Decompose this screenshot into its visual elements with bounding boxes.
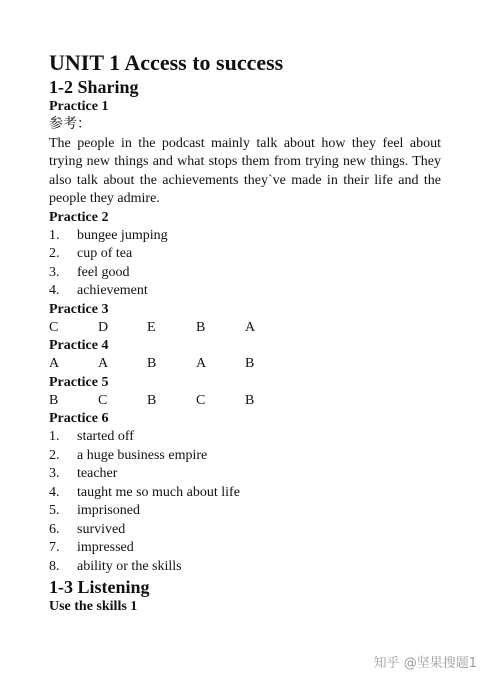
list-text: feel good	[77, 264, 130, 280]
practice5-heading: Practice 5	[49, 374, 109, 390]
list-number: 1.	[49, 429, 60, 444]
list-number: 1.	[49, 227, 60, 243]
list-item	[49, 264, 441, 283]
unit-title: UNIT 1 Access to success	[49, 50, 284, 75]
list-item	[49, 465, 441, 484]
list-text: cup of tea	[77, 246, 133, 261]
practice5-answers	[49, 392, 441, 411]
use-skills-heading: Use the skills 1	[49, 599, 138, 614]
list-number: 8.	[49, 558, 60, 574]
list-item	[49, 428, 441, 447]
section-sharing-heading: 1-2 Sharing	[49, 77, 139, 97]
list-number: 3.	[49, 466, 60, 481]
answer-letter: A	[49, 356, 60, 371]
list-number: 4.	[49, 484, 60, 500]
answer-letter: B	[245, 356, 255, 371]
list-number: 7.	[49, 540, 60, 555]
list-text: bungee jumping	[77, 227, 168, 243]
list-text: teacher	[77, 466, 118, 481]
list-item	[49, 282, 441, 301]
answer-letter: D	[98, 319, 109, 335]
practice6-heading: Practice 6	[49, 411, 109, 426]
practice4-heading: Practice 4	[49, 338, 109, 353]
document-page	[49, 50, 441, 616]
list-item	[49, 245, 441, 264]
practice2-list	[49, 227, 441, 301]
list-item	[49, 484, 441, 503]
practice3-heading: Practice 3	[49, 301, 109, 317]
watermark: 知乎 @坚果搜题1	[373, 656, 477, 671]
practice3-answers	[49, 319, 441, 338]
list-item	[49, 521, 441, 540]
practice6-list	[49, 428, 441, 576]
list-text: impressed	[77, 540, 134, 555]
list-text: taught me so much about life	[77, 484, 240, 500]
practice1-answer-paragraph: The people in the podcast mainly talk about how they feel about trying new things and what stops them from trying new things. They also talk about the achievements they`ve made in their life and the people they admire.	[49, 135, 441, 206]
answer-letter: E	[147, 319, 156, 335]
list-number: 5.	[49, 503, 60, 518]
answer-letter: A	[196, 356, 207, 371]
list-item	[49, 539, 441, 558]
list-number: 3.	[49, 264, 60, 280]
answer-letter: A	[98, 356, 109, 371]
answer-letter: B	[147, 356, 157, 371]
section-listening-heading: 1-3 Listening	[49, 577, 150, 597]
list-number: 6.	[49, 521, 60, 537]
answer-letter: B	[147, 392, 157, 408]
list-text: ability or the skills	[77, 558, 182, 574]
list-text: started off	[77, 429, 134, 444]
list-number: 4.	[49, 283, 60, 298]
answer-letter: B	[245, 392, 255, 408]
practice2-heading: Practice 2	[49, 209, 109, 225]
answer-letter: C	[196, 392, 206, 408]
list-text: a huge business empire	[77, 447, 208, 463]
list-number: 2.	[49, 246, 60, 261]
list-number: 2.	[49, 447, 60, 463]
answer-letter: A	[245, 319, 256, 335]
list-item	[49, 502, 441, 521]
list-text: imprisoned	[77, 503, 140, 518]
practice1-heading: Practice 1	[49, 99, 109, 114]
list-item	[49, 227, 441, 246]
answer-letter: B	[49, 392, 59, 408]
list-text: survived	[77, 521, 126, 537]
answer-letter: C	[98, 392, 108, 408]
list-item	[49, 558, 441, 577]
list-item	[49, 447, 441, 466]
answer-letter: C	[49, 319, 59, 335]
answer-letter: B	[196, 319, 206, 335]
practice4-answers	[49, 355, 441, 374]
list-text: achievement	[77, 283, 148, 298]
reference-label: 参考：	[49, 117, 91, 132]
